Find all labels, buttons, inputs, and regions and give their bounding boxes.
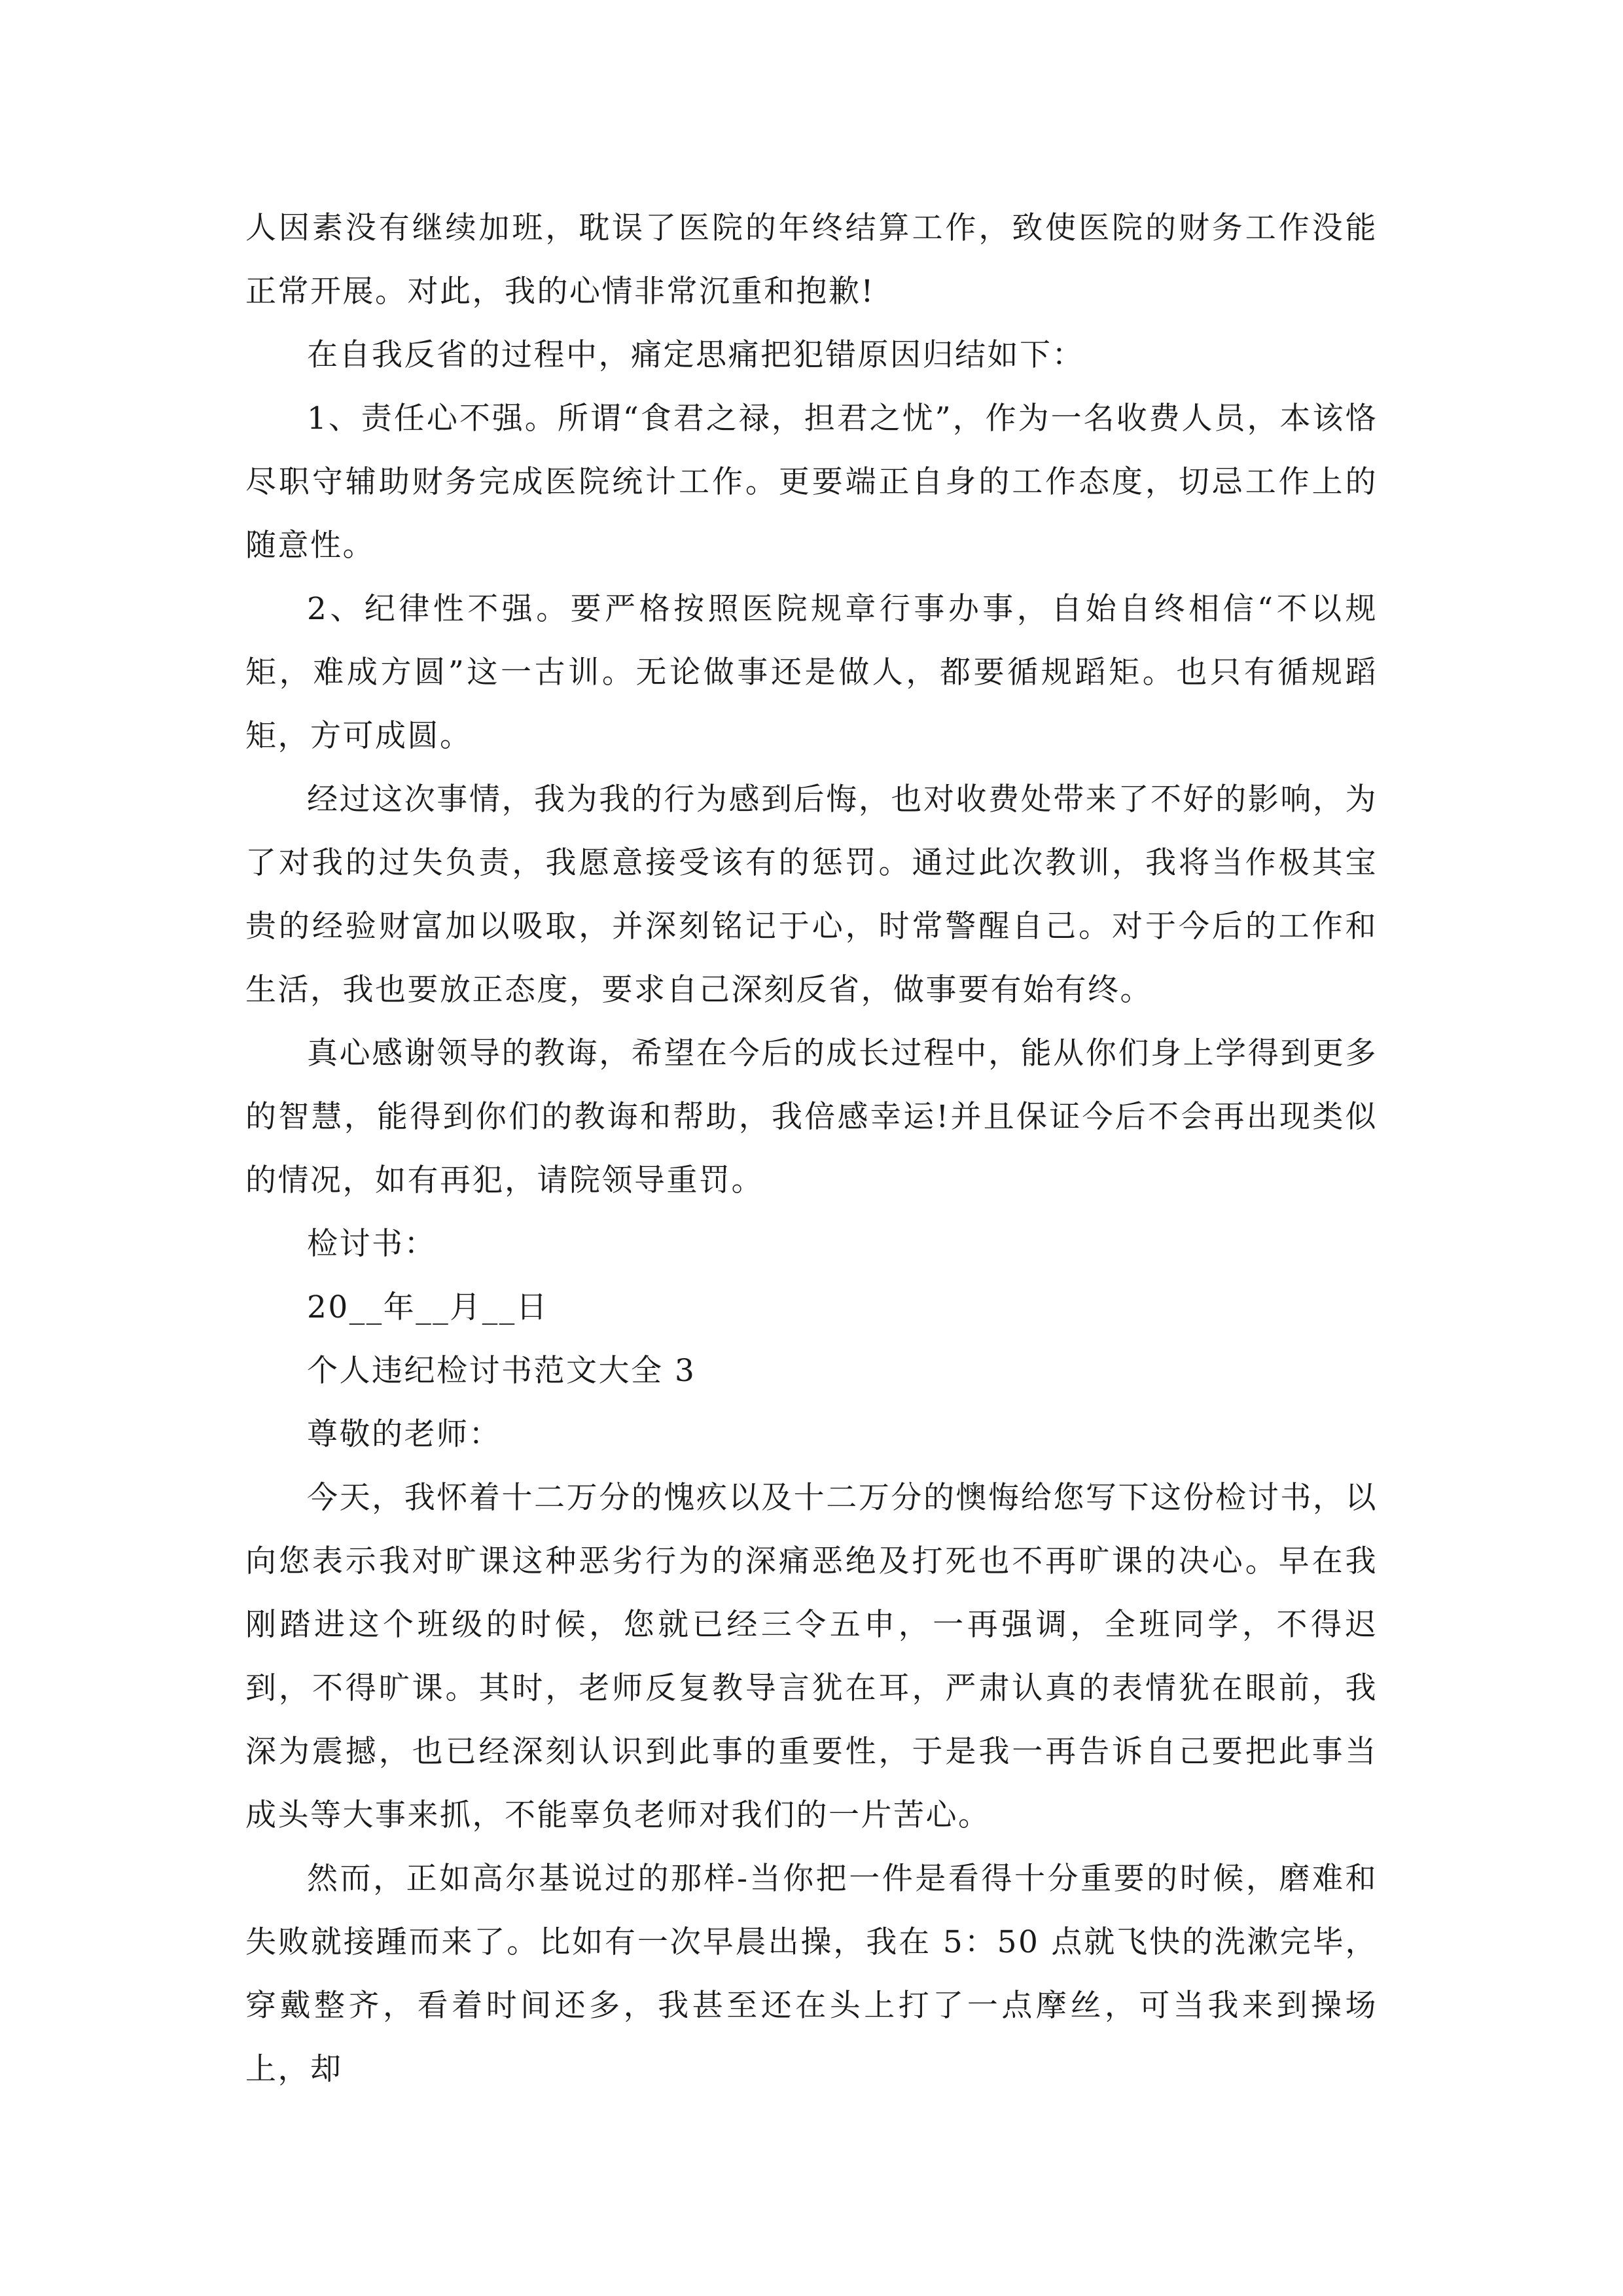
paragraph-reason-2: 2、纪律性不强。要严格按照医院规章行事办事，自始自终相信“不以规矩，难成方圆”这一古训。无论做事还是做人，都要循规蹈矩。也只有循规蹈矩，方可成圆。	[245, 591, 1378, 754]
paragraph-thanks: 真心感谢领导的教诲，希望在今后的成长过程中，能从你们身上学得到更多的智慧，能得到你们的教诲和帮助，我倍感幸运!并且保证今后不会再出现类似的情况，如有再犯，请院领导重罚。	[245, 1035, 1378, 1198]
signature-label: 检讨书：	[307, 1226, 437, 1262]
paragraph-continued: 人因素没有继续加班，耽误了医院的年终结算工作，致使医院的财务工作没能正常开展。对此，我的心情非常沉重和抱歉!	[245, 210, 1378, 310]
section-title: 个人违纪检讨书范文大全 3	[307, 1353, 696, 1389]
paragraph-apology: 今天，我怀着十二万分的愧疚以及十二万分的懊悔给您写下这份检讨书，以向您表示我对旷课这种恶劣行为的深痛恶绝及打死也不再旷课的决心。早在我刚踏进这个班级的时候，您就已经三令五申，一再强调，全班同学，不得迟到，不得旷课。其时，老师反复教导言犹在耳，严肃认真的表情犹在眼前，我深为震撼，也已经深刻认识到此事的重要性，于是我一再告诉自己要把此事当成头等大事来抓，不能辜负老师对我们的一片苦心。	[245, 1480, 1378, 1833]
document-body	[245, 196, 1378, 2101]
paragraph-reflection-intro: 在自我反省的过程中，痛定思痛把犯错原因归结如下：	[307, 337, 1084, 373]
paragraph-regret: 经过这次事情，我为我的行为感到后悔，也对收费处带来了不好的影响，为了对我的过失负责，我愿意接受该有的惩罚。通过此次教训，我将当作极其宝贵的经验财富加以吸取，并深刻铭记于心，时常警醒自己。对于今后的工作和生活，我也要放正态度，要求自己深刻反省，做事要有始有终。	[245, 781, 1378, 1008]
paragraph-reason-1: 1、责任心不强。所谓“食君之禄，担君之忧”，作为一名收费人员，本该恪尽职守辅助财务完成医院统计工作。更要端正自身的工作态度，切忌工作上的随意性。	[245, 401, 1378, 564]
paragraph-however: 然而，正如高尔基说过的那样-当你把一件是看得十分重要的时候，磨难和失败就接踵而来了。比如有一次早晨出操，我在 5：50 点就飞快的洗漱完毕，穿戴整齐，看着时间还多，我甚至还在头上打了一点摩丝，可当我来到操场上，却	[245, 1861, 1378, 2087]
date-line: 20__年__月__日	[307, 1289, 549, 1325]
salutation: 尊敬的老师：	[307, 1416, 501, 1452]
